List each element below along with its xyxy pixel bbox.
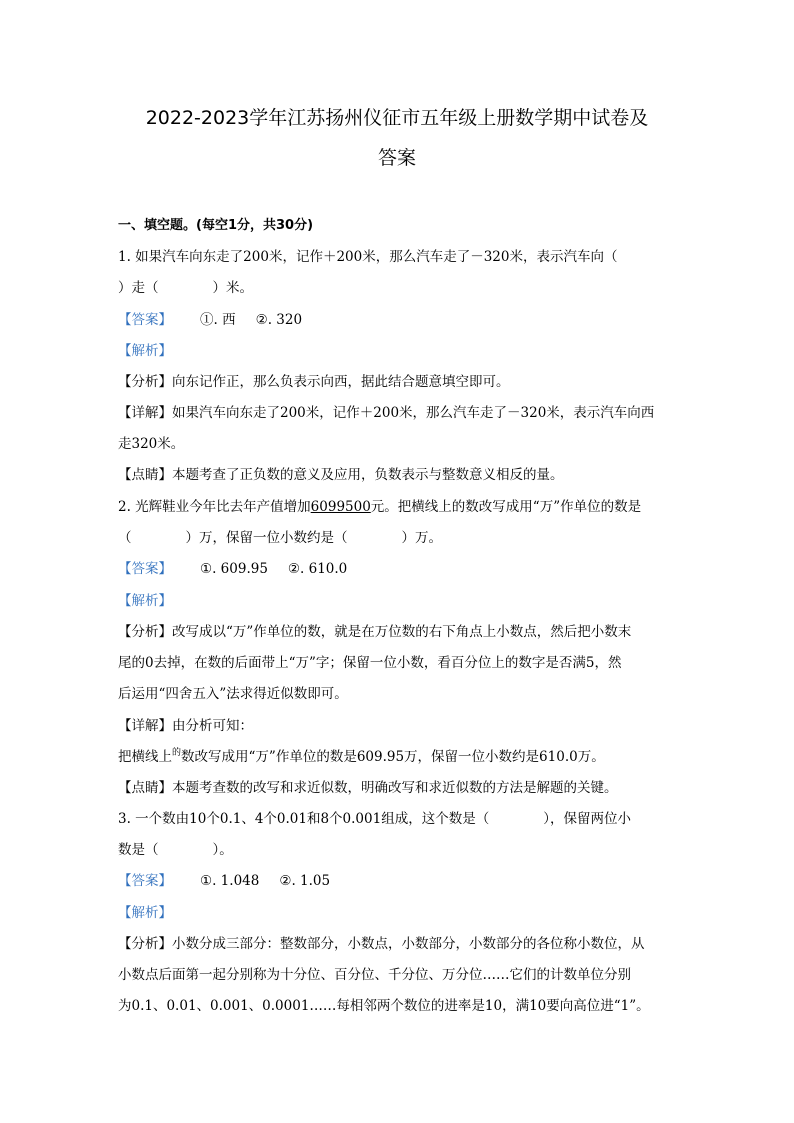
q2-answer-2: ②. 610.0 xyxy=(287,561,348,577)
q1-answer xyxy=(118,310,683,330)
q1-dianjing xyxy=(118,465,683,485)
q2-fenxi-text1: 改写成以“万”作单位的数，就是在万位数的右下角点上小数点，然后把小数末 xyxy=(172,624,632,640)
q1-answer-2: ②. 320 xyxy=(255,312,303,328)
section-heading: 一、填空题。(每空1分，共30分) xyxy=(118,218,314,233)
answer-label: 【答案】 xyxy=(118,561,172,577)
document-title-line2: 答案 xyxy=(377,147,416,169)
q2-analysis-head: 【解析】 xyxy=(118,593,172,609)
q1-answer-1: ①. 西 xyxy=(200,312,236,328)
q1-xiangjie-line1 xyxy=(118,403,683,423)
q1-text-line2: ）走（ ）米。 xyxy=(118,280,253,296)
q3-fenxi-line1 xyxy=(118,934,683,954)
q1-xiangjie-line2: 走320米。 xyxy=(118,436,185,452)
q2-answer xyxy=(118,559,683,579)
document-title-line1: 2022-2023学年江苏扬州仪征市五年级上册数学期中试卷及 xyxy=(145,107,649,129)
q2-text-line2: （ ）万，保留一位小数约是（ ）万。 xyxy=(118,530,442,546)
fenxi-label: 【分析】 xyxy=(118,936,172,952)
q3-answer xyxy=(118,871,683,891)
fenxi-label: 【分析】 xyxy=(118,374,172,390)
q2-text-a: 2. 光辉鞋业今年比去年产值增加 xyxy=(118,499,311,515)
dianjing-label: 【点睛】 xyxy=(118,780,172,796)
q3-analysis-head: 【解析】 xyxy=(118,905,172,921)
q1-fenxi xyxy=(118,372,683,392)
q2-detail-b: 数改写成用“万”作单位的数是609.95万，保留一位小数约是610.0万。 xyxy=(181,749,605,765)
q2-xiangjie-text: 由分析可知： xyxy=(172,718,253,734)
fenxi-label: 【分析】 xyxy=(118,624,172,640)
answer-label: 【答案】 xyxy=(118,873,172,889)
q3-fenxi-text1: 小数分成三部分：整数部分，小数点，小数部分，小数部分的各位称小数位，从 xyxy=(172,936,645,952)
answer-label: 【答案】 xyxy=(118,312,172,328)
xiangjie-label: 【详解】 xyxy=(118,718,172,734)
q3-text-line1: 3. 一个数由10个0.1、4个0.01和8个0.001组成，这个数是（ ），保留两位小 xyxy=(118,811,631,827)
q2-fenxi-line3: 后运用“四舍五入”法求得近似数即可。 xyxy=(118,686,348,702)
q3-answer-1: ①. 1.048 xyxy=(200,873,260,889)
q1-text-line1: 1. 如果汽车向东走了200米，记作＋200米，那么汽车走了－320米，表示汽车向（ xyxy=(118,249,618,265)
q3-fenxi-line2: 小数点后面第一起分别称为十分位、百分位、千分位、万分位……它们的计数单位分别 xyxy=(118,967,631,983)
dianjing-label: 【点睛】 xyxy=(118,467,172,483)
q3-answer-2: ②. 1.05 xyxy=(279,873,331,889)
q3-text-line2: 数是（ ）。 xyxy=(118,842,233,858)
q2-text-b: 元。把横线上的数改写成用“万”作单位的数是 xyxy=(370,499,642,515)
q1-fenxi-text: 向东记作正，那么负表示向西，据此结合题意填空即可。 xyxy=(172,374,510,390)
q2-underlined-number: 6099500 xyxy=(310,499,371,515)
q2-detail-sup: 的 xyxy=(172,748,182,758)
q2-dianjing xyxy=(118,778,683,798)
q2-xiangjie xyxy=(118,716,683,736)
q2-text-line1 xyxy=(118,497,683,517)
q2-detail-a: 把横线上 xyxy=(118,749,172,765)
q2-answer-1: ①. 609.95 xyxy=(200,561,268,577)
q3-fenxi-line3: 为0.1、0.01、0.001、0.0001……每相邻两个数位的进率是10，满10要向高位进“1”。 xyxy=(118,998,650,1014)
q1-analysis-head: 【解析】 xyxy=(118,343,172,359)
q2-fenxi-line2: 尾的0去掉，在数的后面带上“万”字；保留一位小数，看百分位上的数字是否满5，然 xyxy=(118,655,622,671)
q1-xiangjie-text: 如果汽车向东走了200米，记作＋200米，那么汽车走了－320米，表示汽车向西 xyxy=(172,405,655,421)
q2-fenxi-line1 xyxy=(118,622,683,642)
q2-detail xyxy=(118,747,683,769)
q2-dianjing-text: 本题考查数的改写和求近似数，明确改写和求近似数的方法是解题的关键。 xyxy=(172,780,618,796)
xiangjie-label: 【详解】 xyxy=(118,405,172,421)
q1-dianjing-text: 本题考查了正负数的意义及应用，负数表示与整数意义相反的量。 xyxy=(172,467,564,483)
